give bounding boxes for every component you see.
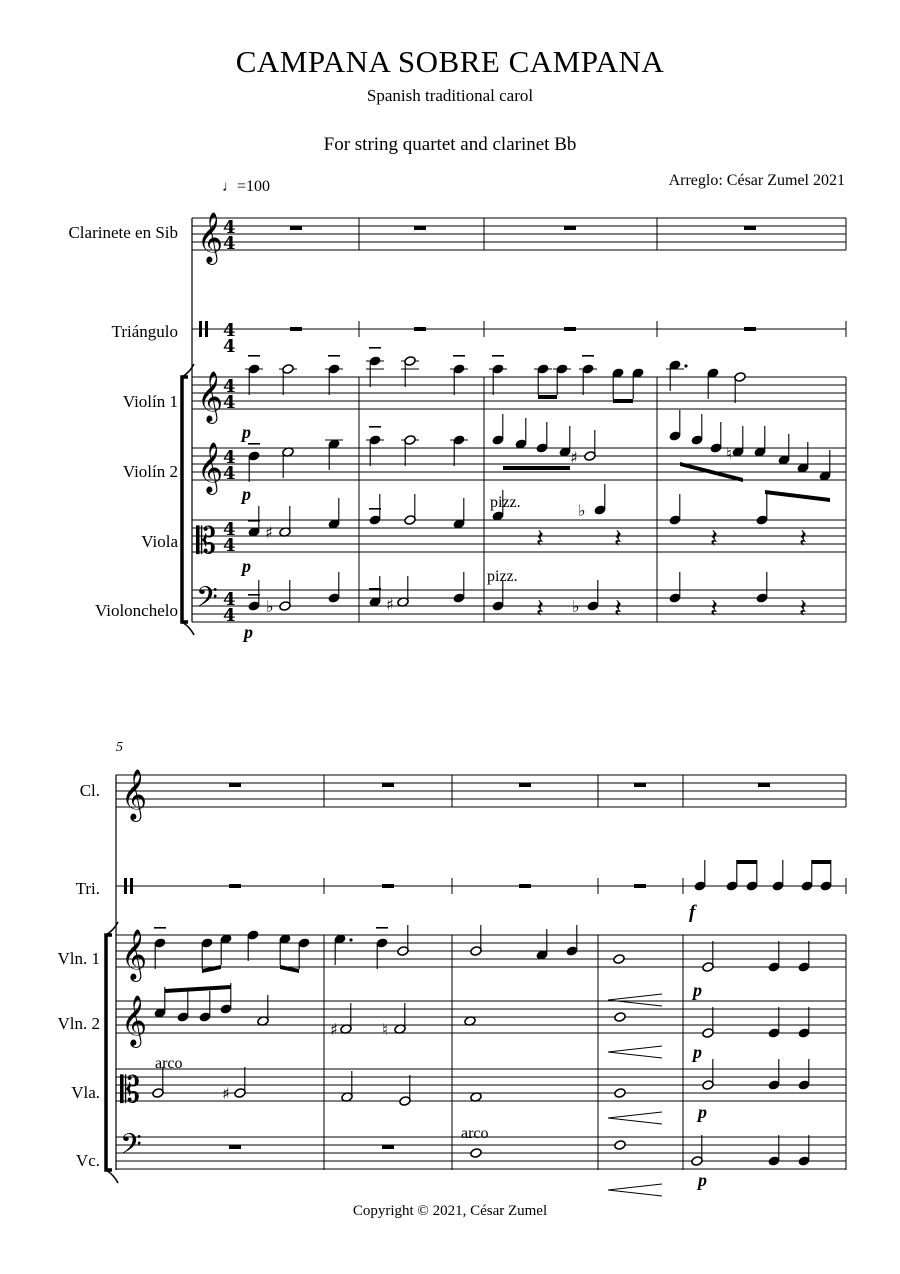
tenuto-mark bbox=[154, 927, 166, 929]
time-sig-bottom: 4 bbox=[223, 336, 236, 357]
sharp-icon: ♯ bbox=[570, 448, 578, 467]
bracket-bottom-hook bbox=[182, 622, 194, 635]
notation-text bbox=[155, 422, 707, 1190]
percussion-clef-icon bbox=[199, 321, 202, 337]
whole-rest-icon bbox=[290, 226, 302, 230]
arranger-credit: Arreglo: César Zumel 2021 bbox=[668, 172, 845, 189]
time-sig-top: 4 bbox=[223, 519, 236, 540]
instrument-abbr-cello: Vc. bbox=[75, 1151, 100, 1170]
whole-rest-icon bbox=[382, 884, 394, 888]
bass-clef-icon: 𝄢 bbox=[196, 581, 218, 621]
treble-clef-icon: 𝄞 bbox=[197, 212, 224, 263]
whole-rest-icon bbox=[519, 783, 531, 787]
tenuto-mark bbox=[328, 355, 340, 357]
beam bbox=[737, 860, 757, 864]
quarter-note-icon: ♩ bbox=[222, 179, 237, 195]
whole-rest-icon bbox=[744, 327, 756, 331]
beam bbox=[538, 395, 557, 399]
time-sig-bottom: 4 bbox=[223, 535, 236, 556]
whole-rest-icon bbox=[382, 783, 394, 787]
quarter-rest-icon: 𝄽 bbox=[710, 594, 718, 624]
technique-cello-arco: arco bbox=[461, 1125, 489, 1142]
time-sig-bottom: 4 bbox=[223, 392, 236, 413]
flat-icon: ♭ bbox=[578, 501, 586, 520]
whole-note-head bbox=[614, 1088, 626, 1099]
note-head bbox=[691, 1156, 703, 1167]
time-sig-top: 4 bbox=[223, 447, 236, 468]
treble-clef-icon: 𝄞 bbox=[121, 995, 148, 1046]
tenuto-mark bbox=[369, 588, 381, 590]
whole-note-head bbox=[614, 1012, 626, 1023]
tenuto-mark bbox=[369, 347, 381, 349]
instrument-name-violin1: Violín 1 bbox=[122, 392, 178, 411]
note-head bbox=[404, 435, 416, 446]
note-head bbox=[397, 946, 409, 957]
crescendo-hairpin bbox=[608, 1184, 662, 1196]
whole-rest-icon bbox=[414, 327, 426, 331]
crescendo-hairpin bbox=[608, 994, 662, 1006]
note-head bbox=[470, 946, 482, 957]
string-bracket bbox=[106, 935, 112, 1170]
quarter-rest-icon: 𝄽 bbox=[536, 524, 544, 554]
time-sig-top: 4 bbox=[223, 589, 236, 610]
note-head bbox=[279, 601, 291, 612]
note-head bbox=[282, 364, 294, 375]
alto-clef-icon: 𝄡 bbox=[120, 1070, 141, 1111]
tenuto-mark bbox=[248, 443, 260, 445]
tenuto-mark bbox=[453, 355, 465, 357]
sharp-icon: ♯ bbox=[330, 1020, 338, 1039]
quarter-rest-icon: 𝄽 bbox=[710, 524, 718, 554]
note-head bbox=[404, 356, 416, 367]
note-head bbox=[404, 515, 416, 526]
dynamic-violin1-m9: p bbox=[693, 980, 702, 1000]
note-head bbox=[702, 1028, 714, 1039]
instrument-abbr-viola: Vla. bbox=[71, 1083, 100, 1102]
tenuto-mark bbox=[492, 355, 504, 357]
whole-note-head bbox=[614, 1140, 626, 1151]
beam bbox=[202, 965, 221, 973]
dot bbox=[349, 938, 352, 941]
notation-glyphs bbox=[120, 212, 832, 1196]
instrument-name-violin2: Violín 2 bbox=[122, 462, 178, 481]
whole-rest-icon bbox=[382, 1145, 394, 1149]
note-head bbox=[734, 372, 746, 383]
bracket-bottom-hook bbox=[106, 1170, 118, 1183]
instrument-abbr-triangle: Tri. bbox=[75, 879, 100, 898]
score-title: CAMPANA SOBRE CAMPANA bbox=[235, 44, 665, 79]
instrument-name-clarinet: Clarinete en Sib bbox=[68, 223, 178, 242]
instrument-abbr-violin1: Vln. 1 bbox=[57, 949, 100, 968]
tenuto-mark bbox=[248, 520, 260, 522]
tenuto-mark bbox=[369, 426, 381, 428]
tenuto-mark bbox=[248, 594, 260, 596]
dynamic-viola: p bbox=[242, 556, 251, 576]
flat-icon: ♭ bbox=[572, 597, 580, 616]
whole-note-head bbox=[470, 1148, 482, 1159]
note-head bbox=[399, 1096, 411, 1107]
instrument-name-viola: Viola bbox=[141, 532, 178, 551]
dynamic-violin1: p bbox=[242, 422, 251, 442]
tenuto-mark bbox=[369, 508, 381, 510]
sharp-icon: ♯ bbox=[265, 523, 273, 542]
natural-icon: ♮ bbox=[726, 444, 732, 463]
whole-rest-icon bbox=[758, 783, 770, 787]
whole-rest-icon bbox=[744, 226, 756, 230]
dynamic-violin2: p bbox=[242, 484, 251, 504]
dynamic-cello-m9: p bbox=[698, 1170, 707, 1190]
technique-viola-arco: arco bbox=[155, 1055, 183, 1072]
tenuto-mark bbox=[376, 927, 388, 929]
whole-rest-icon bbox=[229, 1145, 241, 1149]
quarter-rest-icon: 𝄽 bbox=[614, 524, 622, 554]
measure-number: 5 bbox=[116, 740, 123, 755]
beam bbox=[613, 399, 633, 403]
time-sig-bottom: 4 bbox=[223, 605, 236, 626]
percussion-clef-icon bbox=[205, 321, 208, 337]
beam bbox=[765, 490, 830, 502]
alto-clef-icon: 𝄡 bbox=[196, 521, 217, 562]
technique-cello-pizz: pizz. bbox=[487, 568, 518, 585]
instrumentation-line: For string quartet and clarinet Bb bbox=[323, 134, 577, 155]
instrument-name-cello: Violonchelo bbox=[94, 601, 178, 620]
dynamic-violin2-m9: p bbox=[693, 1042, 702, 1062]
crescendo-hairpin bbox=[608, 1046, 662, 1058]
instrument-abbr-violin2: Vln. 2 bbox=[57, 1014, 100, 1033]
whole-rest-icon bbox=[634, 884, 646, 888]
time-sig-top: 4 bbox=[223, 217, 236, 238]
note-head bbox=[702, 962, 714, 973]
instrument-name-triangle: Triángulo bbox=[111, 322, 178, 341]
treble-clef-icon: 𝄞 bbox=[197, 371, 224, 422]
whole-note-head bbox=[613, 954, 625, 965]
note-head bbox=[584, 451, 596, 462]
sharp-icon: ♯ bbox=[222, 1084, 230, 1103]
copyright-notice: Copyright © 2021, César Zumel bbox=[352, 1203, 548, 1219]
beam bbox=[812, 860, 831, 864]
dynamic-viola-m9: p bbox=[698, 1102, 707, 1122]
quarter-rest-icon: 𝄽 bbox=[614, 594, 622, 624]
time-sig-bottom: 4 bbox=[223, 233, 236, 254]
dynamic-triangle: f bbox=[689, 902, 696, 923]
whole-rest-icon bbox=[229, 783, 241, 787]
percussion-clef-icon bbox=[124, 878, 127, 894]
crescendo-hairpin bbox=[608, 1112, 662, 1124]
natural-icon: ♮ bbox=[382, 1020, 388, 1039]
beam bbox=[280, 965, 299, 973]
flat-icon: ♭ bbox=[266, 597, 274, 616]
whole-rest-icon bbox=[519, 884, 531, 888]
tenuto-mark bbox=[248, 355, 260, 357]
whole-rest-icon bbox=[290, 327, 302, 331]
time-sig-top: 4 bbox=[223, 320, 236, 341]
instrument-abbr-clarinet: Cl. bbox=[79, 781, 100, 800]
whole-rest-icon bbox=[564, 226, 576, 230]
quarter-rest-icon: 𝄽 bbox=[799, 594, 807, 624]
bass-clef-icon: 𝄢 bbox=[120, 1128, 142, 1168]
beam bbox=[503, 466, 570, 470]
tempo-value: =100 bbox=[237, 178, 271, 195]
time-sig-top: 4 bbox=[223, 376, 236, 397]
treble-clef-icon: 𝄞 bbox=[121, 929, 148, 980]
note-head bbox=[702, 1080, 714, 1091]
treble-clef-icon: 𝄞 bbox=[197, 442, 224, 493]
whole-rest-icon bbox=[634, 783, 646, 787]
time-sig-bottom: 4 bbox=[223, 463, 236, 484]
whole-rest-icon bbox=[229, 884, 241, 888]
score-subtitle: Spanish traditional carol bbox=[366, 86, 534, 105]
percussion-clef-icon bbox=[130, 878, 133, 894]
whole-rest-icon bbox=[564, 327, 576, 331]
beam bbox=[165, 985, 231, 993]
quarter-rest-icon: 𝄽 bbox=[799, 524, 807, 554]
string-bracket bbox=[182, 377, 188, 622]
quarter-rest-icon: 𝄽 bbox=[536, 594, 544, 624]
staff-lines bbox=[106, 218, 846, 1183]
sharp-icon: ♯ bbox=[386, 595, 394, 614]
dot bbox=[684, 364, 687, 367]
whole-rest-icon bbox=[414, 226, 426, 230]
dynamic-cello: p bbox=[244, 622, 253, 642]
note-head bbox=[234, 1088, 246, 1099]
treble-clef-icon: 𝄞 bbox=[121, 769, 148, 820]
tenuto-mark bbox=[582, 355, 594, 357]
note-head bbox=[152, 1088, 164, 1099]
technique-viola-pizz: pizz. bbox=[490, 494, 521, 511]
